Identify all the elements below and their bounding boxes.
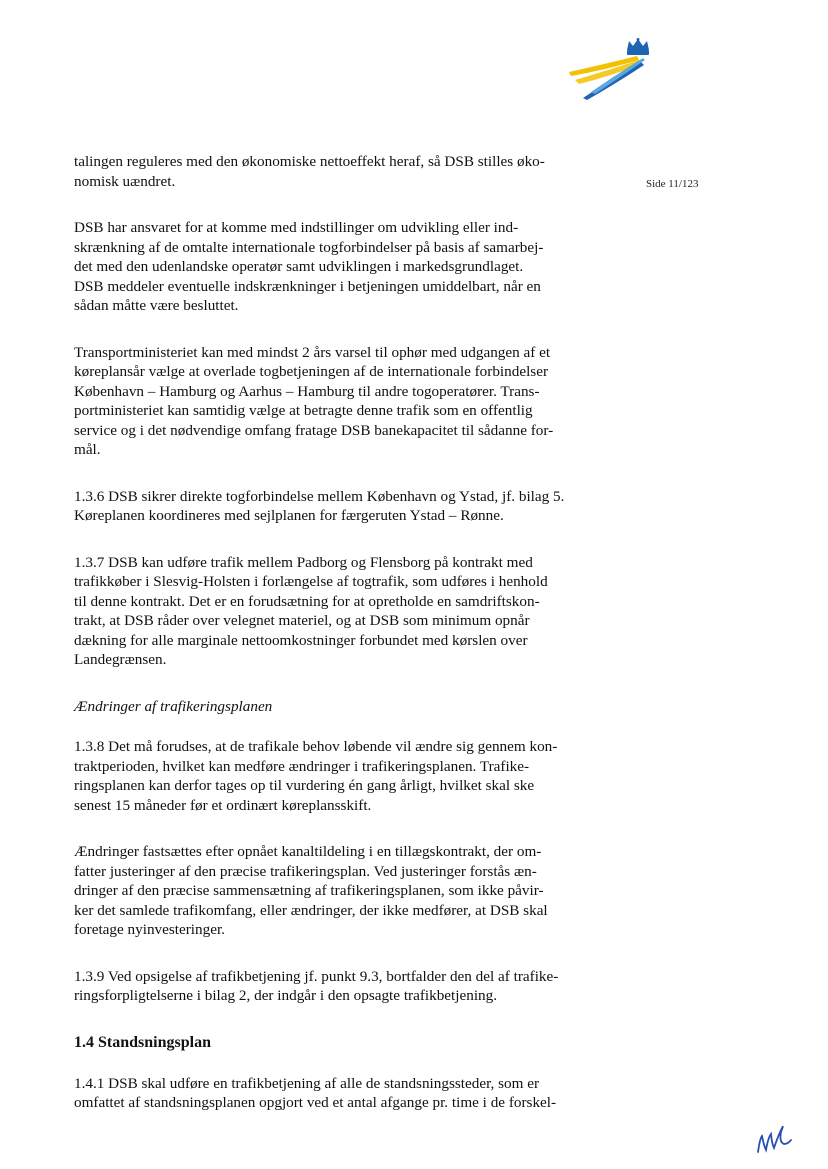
- subheading: Ændringer af trafikeringsplanen: [74, 697, 273, 715]
- page-number: Side 11/123: [646, 178, 699, 190]
- handwritten-initials-icon: [754, 1116, 794, 1158]
- paragraph-1-3-7: 1.3.7 DSB kan udføre trafik mellem Padborg og Flensborg på kontrakt med trafikkøber i Slesvig-Holsten i forlængelse af togtrafik, som udføres i henhold til denne kontrakt. Det er en forudsætning for at opretholde en samdriftskon- trakt, at DSB råder over velegnet materiel, og at DSB som minimum opnår dækning for alle marginale nettoomkostninger forbundet med kørslen over Landegrænsen.: [74, 553, 548, 668]
- paragraph-1-3-8: 1.3.8 Det må forudses, at de trafikale behov løbende vil ændre sig gennem kon- traktperioden, hvilket kan medføre ændringer i trafikeringsplanen. Trafike- ringsplanen kan derfor tages op til vurdering én gang årligt, hvilket skal ske senest 15 måneder før et ordinært køreplansskift.: [74, 738, 558, 814]
- paragraph: talingen reguleres med den økonomiske nettoeffekt heraf, så DSB stilles øko- nomisk uændret.: [74, 153, 545, 190]
- paragraph-1-3-6: 1.3.6 DSB sikrer direkte togforbindelse mellem København og Ystad, jf. bilag 5. Køreplanen koordineres med sejlplanen for færgeruten Ystad – Rønne.: [74, 487, 565, 524]
- section-heading: 1.4 Standsningsplan: [74, 1033, 211, 1051]
- paragraph: Ændringer fastsættes efter opnået kanaltildeling i en tillægskontrakt, der om- fatter justeringer af den præcise trafikeringsplan. Ved justeringer forstås æn- dringer af den præcise sammensætning af trafikeringsplanen, som ikke påvir- ker det samlede trafikomfang, eller ændringer, der ikke medfører, at DSB skal foretage nyinvesteringer.: [74, 843, 548, 938]
- document-body: [74, 152, 589, 1140]
- paragraph: DSB har ansvaret for at komme med indstillinger om udvikling eller ind- skrænkning af de omtalte internationale togforbindelser på basis af samarbej- det med den udenlandske operatør samt udviklingen i markedsgrundlaget. DSB meddeler eventuelle indskrænkninger i betjeningen umiddelbart, når en sådan måtte være besluttet.: [74, 219, 544, 314]
- paragraph-1-4-1: 1.4.1 DSB skal udføre en trafikbetjening af alle de standsningssteder, som er omfattet af standsningsplanen opgjort ved et antal afgange pr. time i de forskel-: [74, 1074, 557, 1111]
- paragraph-1-3-9: 1.3.9 Ved opsigelse af trafikbetjening jf. punkt 9.3, bortfalder den del af trafike- ringsforpligtelserne i bilag 2, der indgår i den opsagte trafikbetjening.: [74, 967, 559, 1004]
- ministry-crown-logo-icon: [565, 38, 657, 102]
- paragraph: Transportministeriet kan med mindst 2 års varsel til ophør med udgangen af et køreplansår vælge at overlade togbetjeningen af de internationale forbindelser København – Hamburg og Aarhus – Hamburg til andre togoperatører. Trans- portministeriet kan samtidig vælge at betragte denne trafik som en offentlig service og i det nødvendige omfang fratage DSB banekapacitet til sådanne for- mål.: [74, 343, 554, 458]
